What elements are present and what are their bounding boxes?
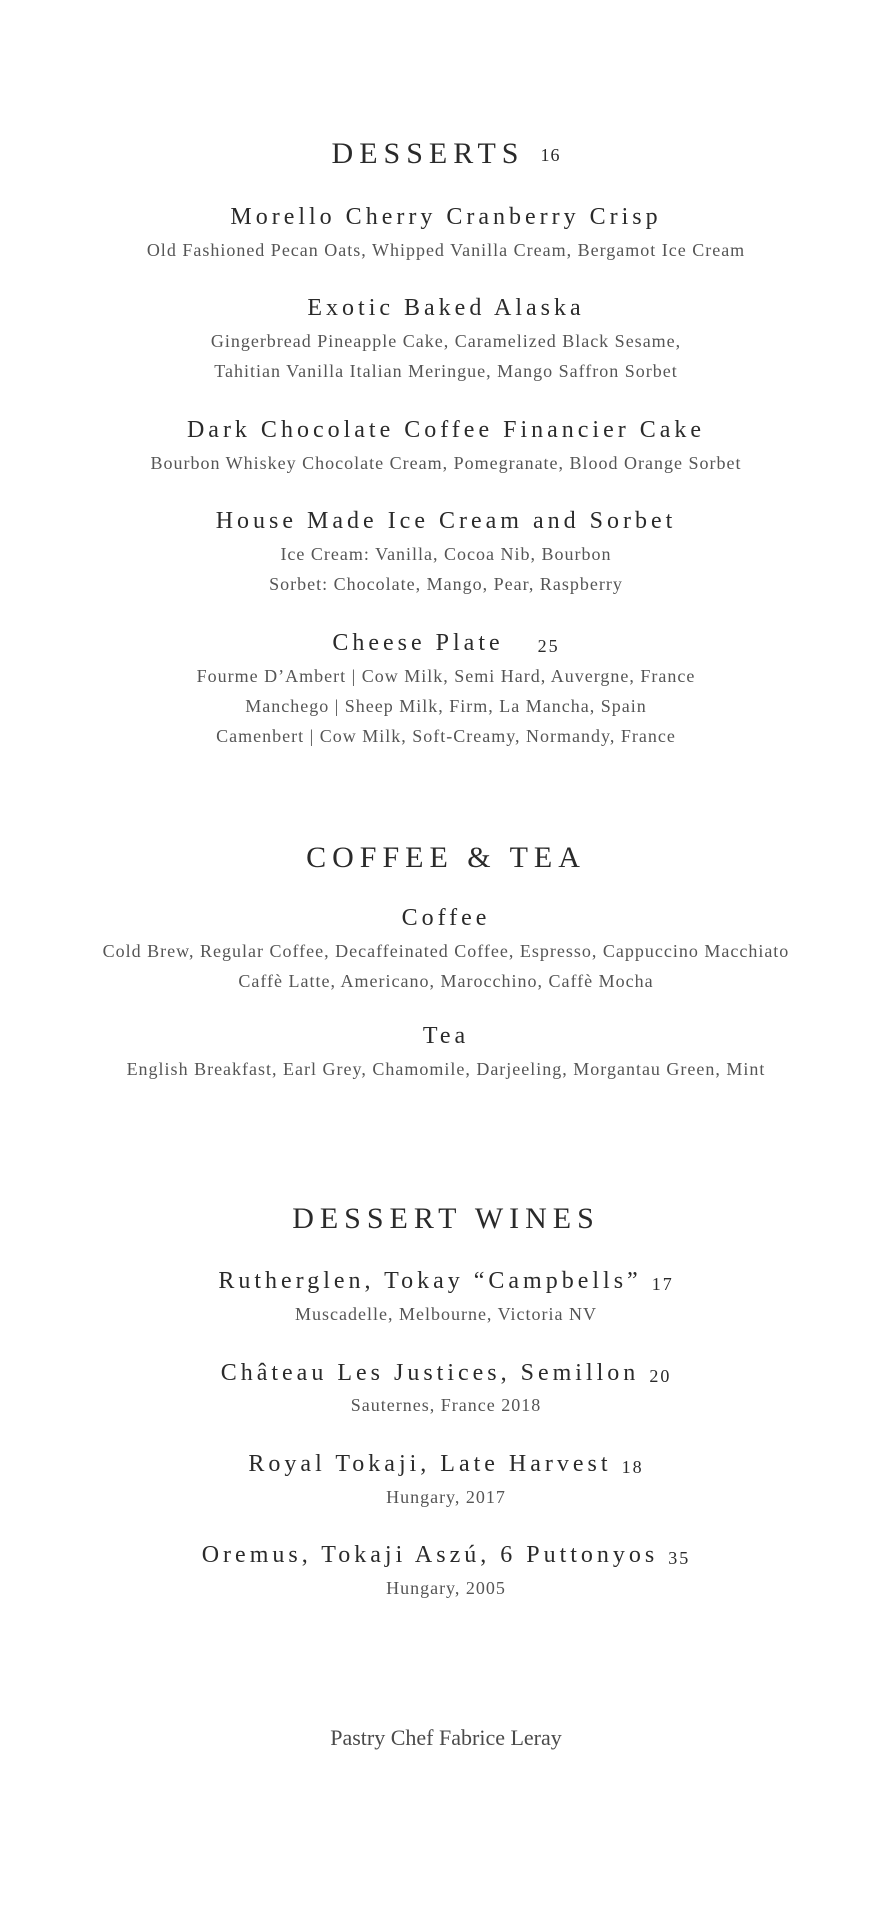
section-title-desserts bbox=[0, 136, 892, 173]
section-title-coffee-tea: COFFEE & TEA bbox=[306, 841, 586, 874]
menu-item-name-text: Cheese Plate bbox=[332, 630, 504, 656]
menu-item-price: 25 bbox=[537, 636, 560, 656]
menu-item-description: Gingerbread Pineapple Cake, Caramelized Black Sesame, bbox=[210, 331, 682, 351]
menu-item-name: Exotic Baked Alaska bbox=[307, 295, 585, 321]
wine-item-name-text: Royal Tokaji, Late Harvest bbox=[248, 1451, 612, 1477]
section-title-dessert-wines: DESSERT WINES bbox=[292, 1202, 600, 1235]
menu-item-name: House Made Ice Cream and Sorbet bbox=[215, 508, 677, 534]
menu-item-description: Old Fashioned Pecan Oats, Whipped Vanilla Cream, Bergamot Ice Cream bbox=[146, 240, 746, 260]
wine-item-description: Muscadelle, Melbourne, Victoria NV bbox=[294, 1304, 597, 1324]
section-price: 16 bbox=[540, 145, 561, 165]
menu-item-description: English Breakfast, Earl Grey, Chamomile, Darjeeling, Morgantau Green, Mint bbox=[126, 1059, 766, 1079]
menu-item-name: Dark Chocolate Coffee Financier Cake bbox=[186, 417, 706, 443]
menu-item-description: Sorbet: Chocolate, Mango, Pear, Raspberry bbox=[269, 574, 623, 594]
menu-item-name: Morello Cherry Cranberry Crisp bbox=[230, 204, 662, 230]
pastry-chef-credit: Pastry Chef Fabrice Leray bbox=[330, 1725, 562, 1750]
menu-item-description: Manchego | Sheep Milk, Firm, La Mancha, Spain bbox=[245, 696, 647, 716]
menu-item-description: Ice Cream: Vanilla, Cocoa Nib, Bourbon bbox=[280, 544, 612, 564]
wine-item-description: Hungary, 2005 bbox=[386, 1578, 506, 1598]
wine-item-price: 35 bbox=[668, 1548, 691, 1568]
menu-item-description: Fourme D’Ambert | Cow Milk, Semi Hard, Auvergne, France bbox=[196, 666, 696, 686]
wine-item-price: 20 bbox=[649, 1366, 672, 1386]
menu-item-description: Tahitian Vanilla Italian Meringue, Mango Saffron Sorbet bbox=[214, 361, 678, 381]
menu-item-name bbox=[0, 628, 892, 661]
menu-item-description: Bourbon Whiskey Chocolate Cream, Pomegranate, Blood Orange Sorbet bbox=[150, 453, 742, 473]
menu-item-name: Coffee bbox=[401, 905, 491, 931]
menu-item-description: Camenbert | Cow Milk, Soft-Creamy, Normandy, France bbox=[216, 726, 676, 746]
wine-item-name-text: Oremus, Tokaji Aszú, 6 Puttonyos bbox=[201, 1542, 659, 1568]
wine-item-name bbox=[0, 1358, 892, 1391]
wine-item-name-text: Château Les Justices, Semillon bbox=[220, 1360, 640, 1386]
wine-item-price: 18 bbox=[621, 1457, 644, 1477]
wine-item-description: Sauternes, France 2018 bbox=[350, 1395, 542, 1415]
wine-item-name bbox=[0, 1540, 892, 1573]
menu-item-description: Cold Brew, Regular Coffee, Decaffeinated Coffee, Espresso, Cappuccino Macchiato bbox=[102, 941, 790, 961]
wine-item-description: Hungary, 2017 bbox=[386, 1487, 506, 1507]
menu-item-name: Tea bbox=[422, 1023, 470, 1049]
section-title-text: DESSERTS bbox=[331, 137, 525, 170]
wine-item-name-text: Rutherglen, Tokay “Campbells” bbox=[218, 1268, 642, 1294]
wine-item-name bbox=[0, 1449, 892, 1482]
menu-item-description: Caffè Latte, Americano, Marocchino, Caffè Mocha bbox=[238, 971, 654, 991]
wine-item-price: 17 bbox=[651, 1274, 674, 1294]
wine-item-name bbox=[0, 1266, 892, 1299]
